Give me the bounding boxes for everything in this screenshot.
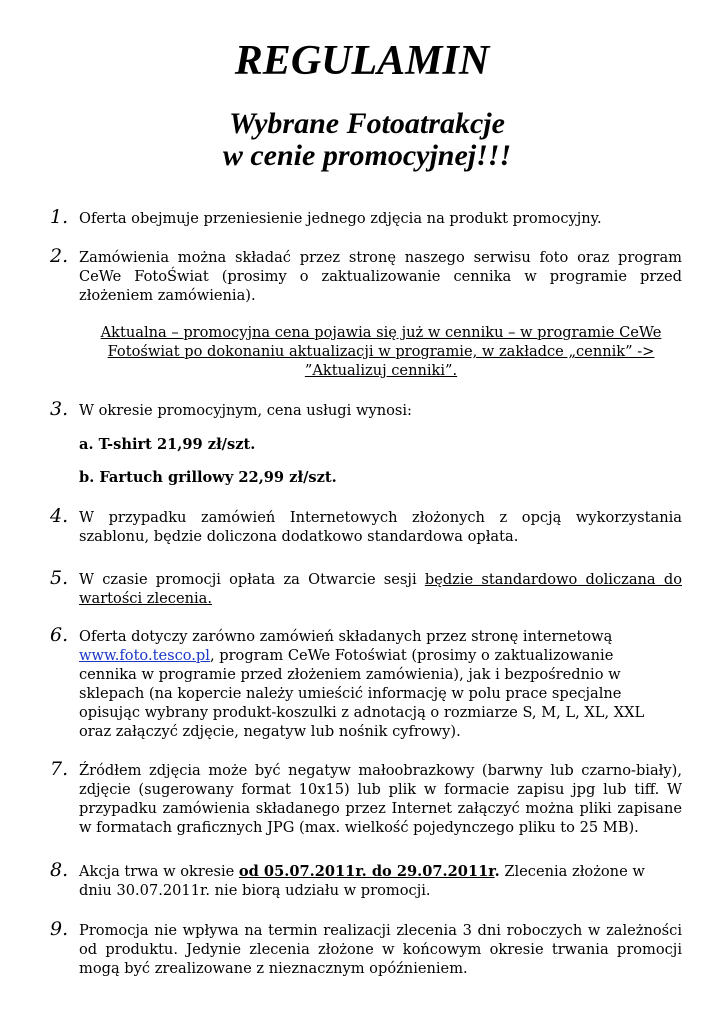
subtitle-line-1: Wybrane Fotoatrakcje: [229, 107, 505, 140]
item-8-text-before: Akcja trwa w okresie: [79, 863, 239, 880]
item-2-note: Aktualna – promocyjna cena pojawia się już w cenniku – w programie CeWe Fotoświat po dokonaniu aktualizacji w programie, w zakładce „cennik” -> ”Aktualizuj cenniki”.: [100, 324, 662, 379]
item-6-text-before-link: Oferta dotyczy zarówno zamówień składanych przez stronę internetową: [79, 628, 613, 645]
item-1-text: Oferta obejmuje przeniesienie jednego zdjęcia na produkt promocyjny.: [79, 210, 602, 227]
item-9-text: Promocja nie wpływa na termin realizacji zlecenia 3 dni roboczych w zależności od produktu. Jedynie zlecenia złożone w końcowym okresie trwania promocji mogą być zrealizowane z nieznacznym opóźnieniem.: [79, 922, 682, 977]
item-8-text-after: Zlecenia złożone w dniu 30.07.2011r. nie biorą udziału w promocji.: [79, 863, 645, 899]
tesco-foto-link[interactable]: www.foto.tesco.pl: [79, 647, 210, 664]
item-7-number: 7.: [50, 758, 69, 780]
item-1-number: 1.: [50, 206, 69, 228]
item-2-text: Zamówienia można składać przez stronę naszego serwisu foto oraz program CeWe FotoŚwiat (prosimy o zaktualizowanie cennika w programie przed złożeniem zamówienia).: [79, 249, 682, 304]
item-3-text: W okresie promocyjnym, cena usługi wynosi:: [79, 402, 412, 419]
item-5-text-underlined: będzie standardowo doliczana do wartości zlecenia.: [79, 571, 682, 607]
item-6-number: 6.: [50, 624, 69, 646]
item-8-dot: .: [494, 863, 500, 880]
item-2-number: 2.: [50, 245, 69, 267]
subtitle-line-2: w cenie promocyjnej!!!: [222, 139, 512, 172]
item-4-text: W przypadku zamówień Internetowych złożonych z opcją wykorzystania szablonu, będzie doliczona dodatkowo standardowa opłata.: [79, 509, 682, 545]
document-title: REGULAMIN: [234, 38, 490, 84]
item-8-number: 8.: [50, 859, 69, 881]
item-3-sub-a: a. T-shirt 21,99 zł/szt.: [79, 436, 256, 453]
document-subtitle: [0, 108, 724, 172]
item-7-text: Źródłem zdjęcia może być negatyw małoobrazkowy (barwny lub czarno-biały), zdjęcie (sugerowany format 10x15) lub plik w formacie zapisu jpg lub tiff. W przypadku zamówienia składanego przez Internet załączyć można pliki zapisane w formatach graficznych JPG (max. wielkość pojedynczego pliku to 25 MB).: [79, 762, 682, 836]
item-6-text-after-link: , program CeWe Fotoświat (prosimy o zaktualizowanie cennika w programie przed złożeniem zamówienia), jak i bezpośrednio w sklepach (na kopercie należy umieścić informację w polu prace specjalne opisując wybrany produkt-koszulki z adnotacją o rozmiarze S, M, L, XL, XXL oraz załączyć zdjęcie, negatyw lub nośnik cyfrowy).: [79, 647, 645, 740]
item-3-number: 3.: [50, 398, 69, 420]
item-9-number: 9.: [50, 918, 69, 940]
item-6-text: [79, 627, 669, 741]
item-8-text: [79, 862, 682, 900]
item-5-text: [79, 570, 682, 608]
item-5-text-plain: W czasie promocji opłata za Otwarcie sesji: [79, 571, 425, 588]
item-4-number: 4.: [50, 505, 69, 527]
item-3-sub-b: b. Fartuch grillowy 22,99 zł/szt.: [79, 469, 337, 486]
item-8-dates: od 05.07.2011r. do 29.07.2011r: [238, 863, 495, 880]
item-5-number: 5.: [50, 567, 69, 589]
